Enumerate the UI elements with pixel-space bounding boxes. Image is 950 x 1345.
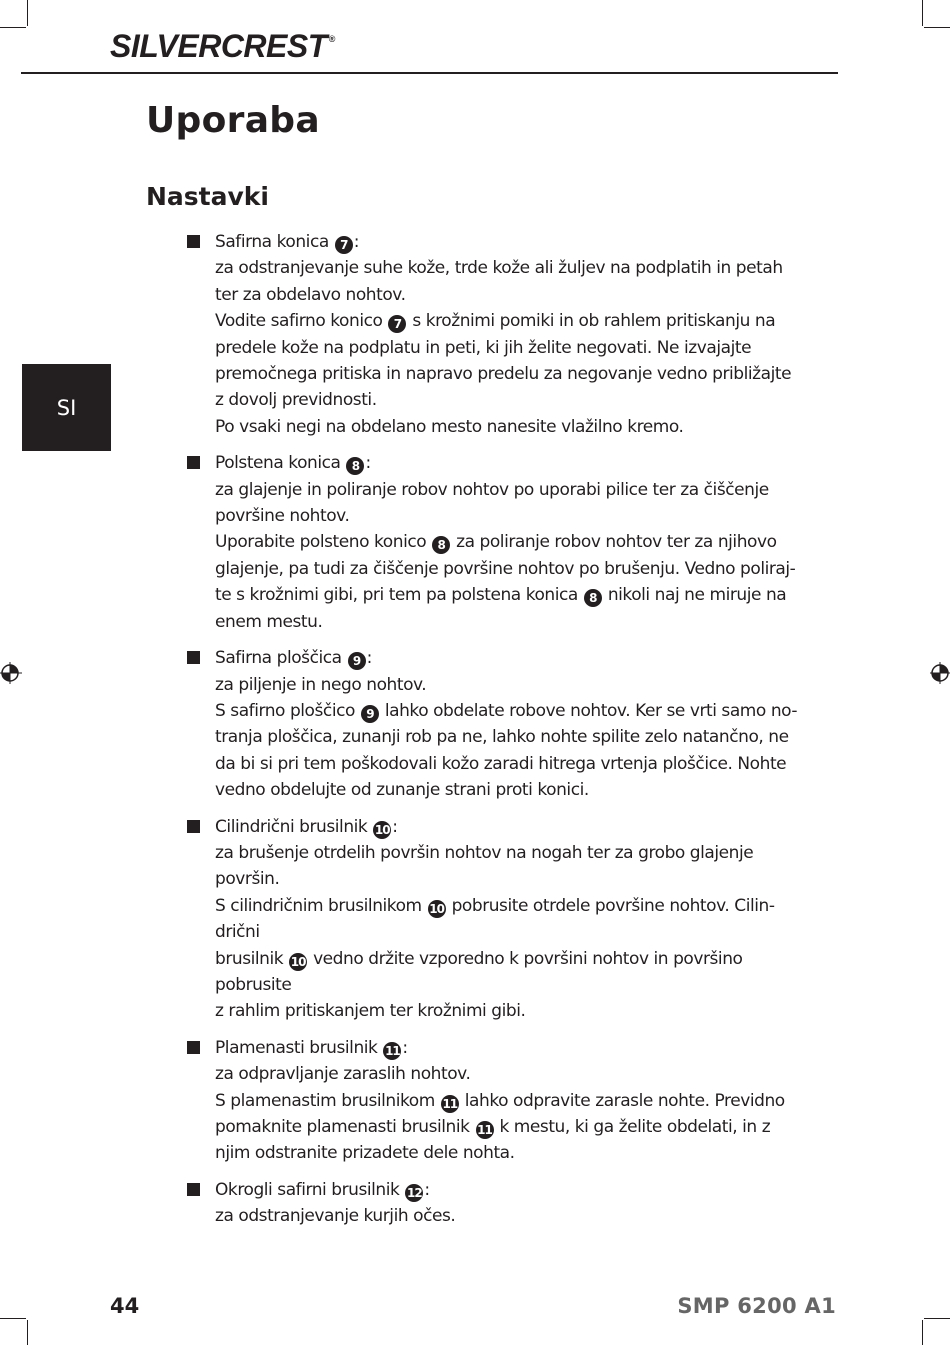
item-text-line xyxy=(215,698,827,724)
reference-number-badge: 7 xyxy=(335,236,353,254)
page-title: Uporaba xyxy=(146,100,320,141)
square-bullet-icon xyxy=(187,1041,200,1054)
text-segment: z rahlim pritiskanjem ter krožnimi gibi. xyxy=(215,1001,526,1022)
item-heading xyxy=(215,229,827,255)
item-text-line xyxy=(215,308,827,334)
text-segment: brusilnik xyxy=(215,948,289,969)
text-segment: vedno obdelujte od zunanje strani proti konici. xyxy=(215,780,589,801)
square-bullet-icon xyxy=(187,820,200,833)
item-heading xyxy=(215,814,827,840)
item-text-line xyxy=(215,724,827,750)
text-segment: enem mestu. xyxy=(215,611,323,632)
reference-number-badge: 12 xyxy=(407,1185,422,1200)
text-segment: da bi si pri tem poškodovali kožo zaradi hitrega vrtenja ploščice. Nohte xyxy=(215,753,787,774)
item-text-line xyxy=(215,503,827,529)
crop-mark xyxy=(27,0,28,26)
square-bullet-icon xyxy=(187,456,200,469)
item-text-line xyxy=(215,414,827,440)
text-segment: S safirno ploščico xyxy=(215,700,360,721)
item-text-line xyxy=(215,335,827,361)
text-segment: Polstena konica xyxy=(215,453,346,474)
language-tab-label: SI xyxy=(56,395,77,420)
crop-mark xyxy=(924,27,950,28)
model-number: SMP 6200 A1 xyxy=(677,1294,836,1318)
list-item xyxy=(187,229,827,440)
page-number: 44 xyxy=(110,1294,140,1318)
text-segment: predele kože na podplatu in peti, ki jih želite negovati. Ne izvajajte xyxy=(215,337,752,358)
reference-number-badge: 7 xyxy=(388,315,406,333)
crop-mark xyxy=(924,1318,950,1319)
item-text-line xyxy=(215,1203,827,1229)
text-segment: z dovolj previdnosti. xyxy=(215,390,377,411)
text-segment: za poliranje robov nohtov ter za njihovo xyxy=(451,532,777,553)
reference-number-badge: 10 xyxy=(429,901,444,916)
text-segment: : xyxy=(353,232,360,252)
reference-number-badge: 11 xyxy=(442,1096,458,1111)
text-segment: tranja ploščica, zunanji rob pa ne, lahko nohte spilite zelo natančno, ne xyxy=(215,727,789,748)
item-text-line xyxy=(215,1061,827,1087)
brand-logo xyxy=(110,28,335,65)
list-item xyxy=(187,645,827,803)
list-item xyxy=(187,1177,827,1230)
reference-number-badge: 8 xyxy=(346,457,364,475)
text-segment: za odpravljanje zaraslih nohtov. xyxy=(215,1064,471,1085)
text-segment: za brušenje otrdelih površin nohtov na nogah ter za grobo glajenje xyxy=(215,842,754,863)
text-segment: njim odstranite prizadete dele nohta. xyxy=(215,1143,515,1164)
item-text-line xyxy=(215,866,827,892)
item-text-line xyxy=(215,529,827,555)
crop-mark xyxy=(27,1320,28,1345)
item-text-line xyxy=(215,556,827,582)
item-text-line xyxy=(215,477,827,503)
item-text-line xyxy=(215,361,827,387)
text-segment: Uporabite polsteno konico xyxy=(215,532,432,553)
text-segment: površin. xyxy=(215,869,280,890)
text-segment: lahko odpravite zarasle nohte. Previdno xyxy=(459,1090,785,1111)
item-text-line xyxy=(215,582,827,608)
text-segment: Okrogli safirni brusilnik xyxy=(215,1179,405,1200)
item-text-line xyxy=(215,751,827,777)
item-text-line xyxy=(215,972,827,998)
reference-number-badge: 8 xyxy=(432,536,450,554)
header-rule xyxy=(21,72,838,74)
item-heading xyxy=(215,1035,827,1061)
text-segment: te s krožnimi gibi, pri tem pa polstena konica xyxy=(215,585,583,606)
text-segment: nikoli naj ne miruje na xyxy=(602,585,787,606)
reference-number-badge: 8 xyxy=(584,589,602,607)
reference-number-badge: 11 xyxy=(477,1123,492,1137)
reference-number-badge: 10 xyxy=(374,822,390,837)
crop-mark xyxy=(922,0,923,26)
item-text-line xyxy=(215,840,827,866)
square-bullet-icon xyxy=(187,235,200,248)
brand-name: SILVERCREST xyxy=(110,28,327,64)
text-segment: : xyxy=(392,816,398,837)
item-text-line xyxy=(215,1088,827,1114)
language-tab xyxy=(22,364,111,451)
item-text-line xyxy=(215,1140,827,1166)
registration-mark-icon xyxy=(0,661,24,685)
text-segment: za glajenje in poliranje robov nohtov po uporabi pilice ter za čiščenje xyxy=(215,479,769,500)
reference-number-badge: 11 xyxy=(385,1043,400,1058)
reference-number-badge: 9 xyxy=(361,705,379,723)
square-bullet-icon xyxy=(187,651,200,664)
crop-mark xyxy=(0,27,26,28)
item-heading xyxy=(215,1177,827,1203)
attachment-list xyxy=(187,229,827,1240)
text-segment: Safirna konica xyxy=(215,232,334,252)
text-segment: : xyxy=(365,453,371,474)
item-text-line xyxy=(215,998,827,1024)
text-segment: pobrusite xyxy=(215,974,292,995)
text-segment: površine nohtov. xyxy=(215,506,350,527)
item-text-line xyxy=(215,919,827,945)
crop-mark xyxy=(922,1320,923,1345)
item-text-line xyxy=(215,282,827,308)
item-text-line xyxy=(215,1114,827,1140)
reference-number-badge: 9 xyxy=(348,652,366,670)
list-item xyxy=(187,814,827,1025)
item-text-line xyxy=(215,387,827,413)
section-heading: Nastavki xyxy=(146,182,269,211)
item-text-line xyxy=(215,893,827,919)
list-item xyxy=(187,1035,827,1167)
text-segment: k mestu, ki ga želite obdelati, in z xyxy=(494,1117,771,1137)
text-segment: glajenje, pa tudi za čiščenje površine nohtov po brušenju. Vedno poliraj- xyxy=(215,558,796,579)
square-bullet-icon xyxy=(187,1183,200,1196)
text-segment: za odstranjevanje suhe kože, trde kože ali žuljev na podplatih in petah xyxy=(215,258,783,279)
item-text-line xyxy=(215,777,827,803)
text-segment: za piljenje in nego nohtov. xyxy=(215,674,427,695)
list-item xyxy=(187,450,827,635)
text-segment: ter za obdelavo nohtov. xyxy=(215,284,406,305)
item-heading xyxy=(215,450,827,476)
text-segment: vedno držite vzporedno k površini nohtov in površino xyxy=(308,948,743,969)
text-segment: premočnega pritiska in napravo predelu za negovanje vedno približajte xyxy=(215,364,792,385)
text-segment: pobrusite otrdele površine nohtov. Cilin- xyxy=(446,895,775,916)
text-segment: lahko obdelate robove nohtov. Ker se vrti samo no- xyxy=(379,700,798,721)
text-segment: Plamenasti brusilnik xyxy=(215,1037,383,1058)
text-segment: S cilindričnim brusilnikom xyxy=(215,895,427,916)
text-segment: : xyxy=(366,648,372,669)
text-segment: Safirna ploščica xyxy=(215,648,347,669)
crop-mark xyxy=(0,1318,26,1319)
registered-mark: ® xyxy=(328,34,335,44)
item-text-line xyxy=(215,672,827,698)
text-segment: : xyxy=(402,1037,408,1058)
text-segment: pomaknite plamenasti brusilnik xyxy=(215,1117,475,1137)
text-segment: : xyxy=(424,1179,430,1200)
text-segment: Vodite safirno konico xyxy=(215,311,388,332)
text-segment: s krožnimi pomiki in ob rahlem pritiskanju na xyxy=(407,311,776,332)
text-segment: drični xyxy=(215,922,260,943)
text-segment: za odstranjevanje kurjih očes. xyxy=(215,1206,456,1227)
item-text-line xyxy=(215,255,827,281)
text-segment: Cilindrični brusilnik xyxy=(215,816,373,837)
text-segment: Po vsaki negi na obdelano mesto nanesite vlažilno kremo. xyxy=(215,416,684,437)
reference-number-badge: 10 xyxy=(290,954,306,969)
item-heading xyxy=(215,645,827,671)
item-text-line xyxy=(215,609,827,635)
item-text-line xyxy=(215,946,827,972)
text-segment: S plamenastim brusilnikom xyxy=(215,1090,440,1111)
registration-mark-icon xyxy=(928,661,950,685)
